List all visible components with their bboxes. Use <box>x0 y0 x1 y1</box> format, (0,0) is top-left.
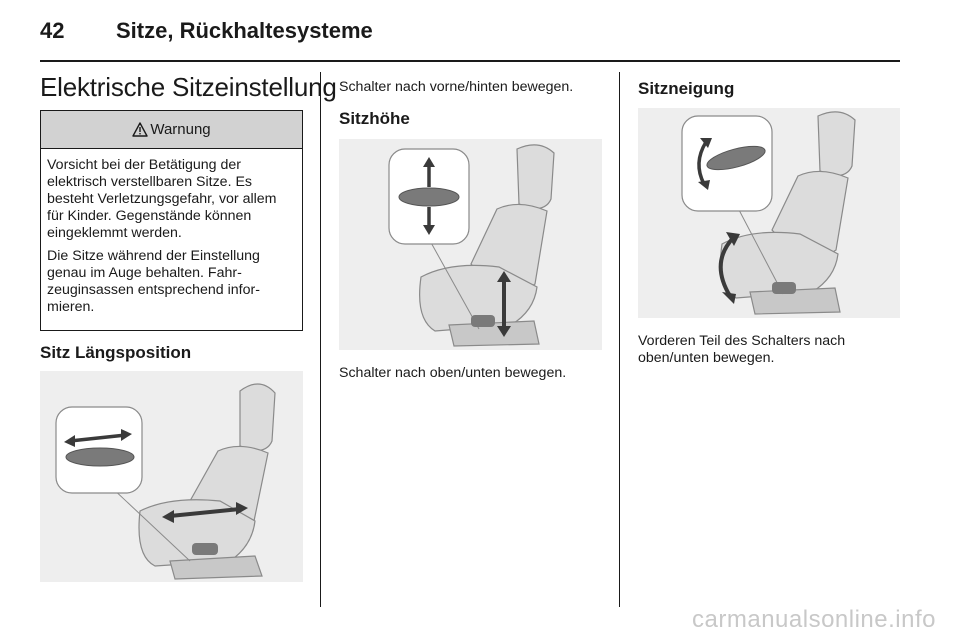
warning-body <box>41 149 302 316</box>
header-rule <box>40 60 900 62</box>
caption-height: Schalter nach oben/unten bewegen. <box>339 365 567 381</box>
seat-lengthwise-illustration <box>40 371 303 582</box>
seat-tilt-drawing <box>638 108 900 318</box>
seat-tilt-illustration <box>638 108 900 318</box>
caption-tilt: Vorderen Teil des Schalters nach oben/unten bewegen. <box>638 333 846 366</box>
page-header <box>0 0 960 60</box>
subsection-title-tilt: Sitzneigung <box>638 79 735 98</box>
column-divider-1 <box>320 72 321 607</box>
section-title: Elektrische Sitzeinstellung <box>40 72 337 102</box>
seat-height-illustration <box>339 139 602 350</box>
warning-triangle-icon <box>132 122 148 137</box>
seat-lengthwise-drawing <box>40 371 303 582</box>
warning-box <box>40 110 303 331</box>
running-head: Sitze, Rückhaltesysteme <box>116 18 373 43</box>
subsection-title-height: Sitzhöhe <box>339 109 410 128</box>
watermark: carmanualsonline.info <box>692 606 936 633</box>
warning-header <box>41 111 302 149</box>
warning-paragraph-2: Die Sitze während der Einstellung genau im Auge behalten. Fahrzeuginsassen entsprechend informieren. <box>47 248 260 315</box>
caption-lengthwise: Schalter nach vorne/hinten bewegen. <box>339 79 574 95</box>
seat-height-drawing <box>339 139 602 350</box>
subsection-title-lengthwise: Sitz Längsposition <box>40 343 192 362</box>
warning-paragraph-1: Vorsicht bei der Betätigung der elektrisch verstellbaren Sitze. Es besteht Verletzungsgefahr, vor allem für Kinder. Gegenstände können eingeklemmt werden. <box>47 157 277 241</box>
warning-title: Warnung <box>150 121 211 138</box>
column-divider-2 <box>619 72 620 607</box>
page-number: 42 <box>40 18 65 43</box>
